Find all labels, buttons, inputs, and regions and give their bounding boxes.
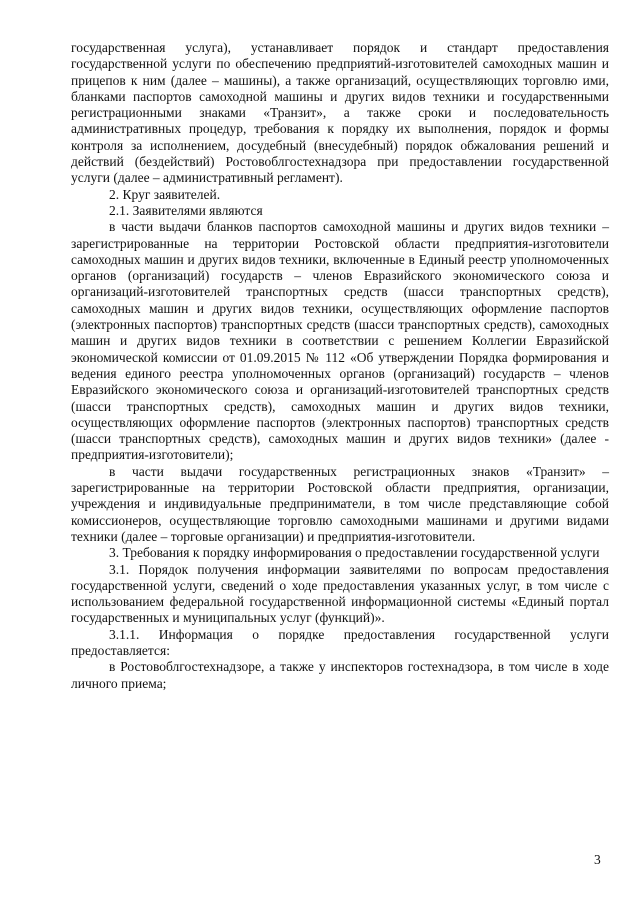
section-heading-2: 2. Круг заявителей. [109, 186, 221, 202]
paragraph-personal-reception: в Ростовоблгостехнадзоре, а также у инспекторов гостехнадзора, в том числе в ходе личного приема; [71, 659, 609, 691]
subsection-heading-2-1: 2.1. Заявителями являются [109, 202, 263, 218]
paragraph-intro-continuation: государственная услуга), устанавливает порядок и стандарт предоставления государственной услуги по обеспечению предприятий-изготовителей самоходных машин и прицепов к ним (далее – машины), а также организаций, осуществляющих торговлю ими, бланками паспортов самоходной машины и других видов техники и государственными регистрационными знаками «Транзит», а также сроки и последовательность административных процедур, требования к порядку их выполнения, порядок и формы контроля за исполнением, досудебный (внесудебный) порядок обжалования решений и действий (бездействий) Ростовоблгостехнадзора при предоставлении государственной услуги (далее – административный регламент). [71, 40, 609, 186]
page-number: 3 [594, 852, 601, 867]
document-page [71, 40, 609, 692]
paragraph-blank-passports: в части выдачи бланков паспортов самоходной машины и других видов техники – зарегистрированные на территории Ростовской области предприятия-изготовители самоходных машин и других видов техники, включенные в Единый реестр уполномоченных органов (организаций) государств – членов Евразийского экономического союза и организаций-изготовителей транспортных средств (шасси транспортных средств), самоходных машин и других видов техники, осуществляющих оформление паспортов (электронных паспортов) транспортных средств (шасси транспортных средств), самоходных машин и других видов техники в соответствии с решением Коллегии Евразийской экономической комиссии от 01.09.2015 № 112 «Об утверждении Порядка формирования и ведения единого реестра уполномоченных органов (организаций) государств – членов Евразийского экономического союза и организаций-изготовителей транспортных средств (шасси транспортных средств), самоходных машин и других видов техники, осуществляющих оформление паспортов (электронных паспортов) транспортных средств (шасси транспортных средств), самоходных машин и других видов техники» (далее - предприятия-изготовители); [71, 219, 609, 463]
section-heading-3: 3. Требования к порядку информирования о предоставлении государственной услуги [109, 545, 600, 561]
paragraph-transit-plates: в части выдачи государственных регистрационных знаков «Транзит» – зарегистрированные на территории Ростовской области предприятия, организации, учреждения и индивидуальные предприниматели, в том числе представляющие собой комиссионеров, осуществляющие торговлю самоходными машинами и другими видами техники (далее – торговые организации) и предприятия-изготовители. [71, 463, 609, 544]
paragraph-3-1: 3.1. Порядок получения информации заявителями по вопросам предоставления государственной услуги, сведений о ходе предоставления указанных услуг, в том числе с использованием федеральной государственной информационной системы «Единый портал государственных и муниципальных услуг (функций)». [71, 561, 609, 626]
paragraph-3-1-1: 3.1.1. Информация о порядке предоставления государственной услуги предоставляется: [71, 626, 609, 658]
